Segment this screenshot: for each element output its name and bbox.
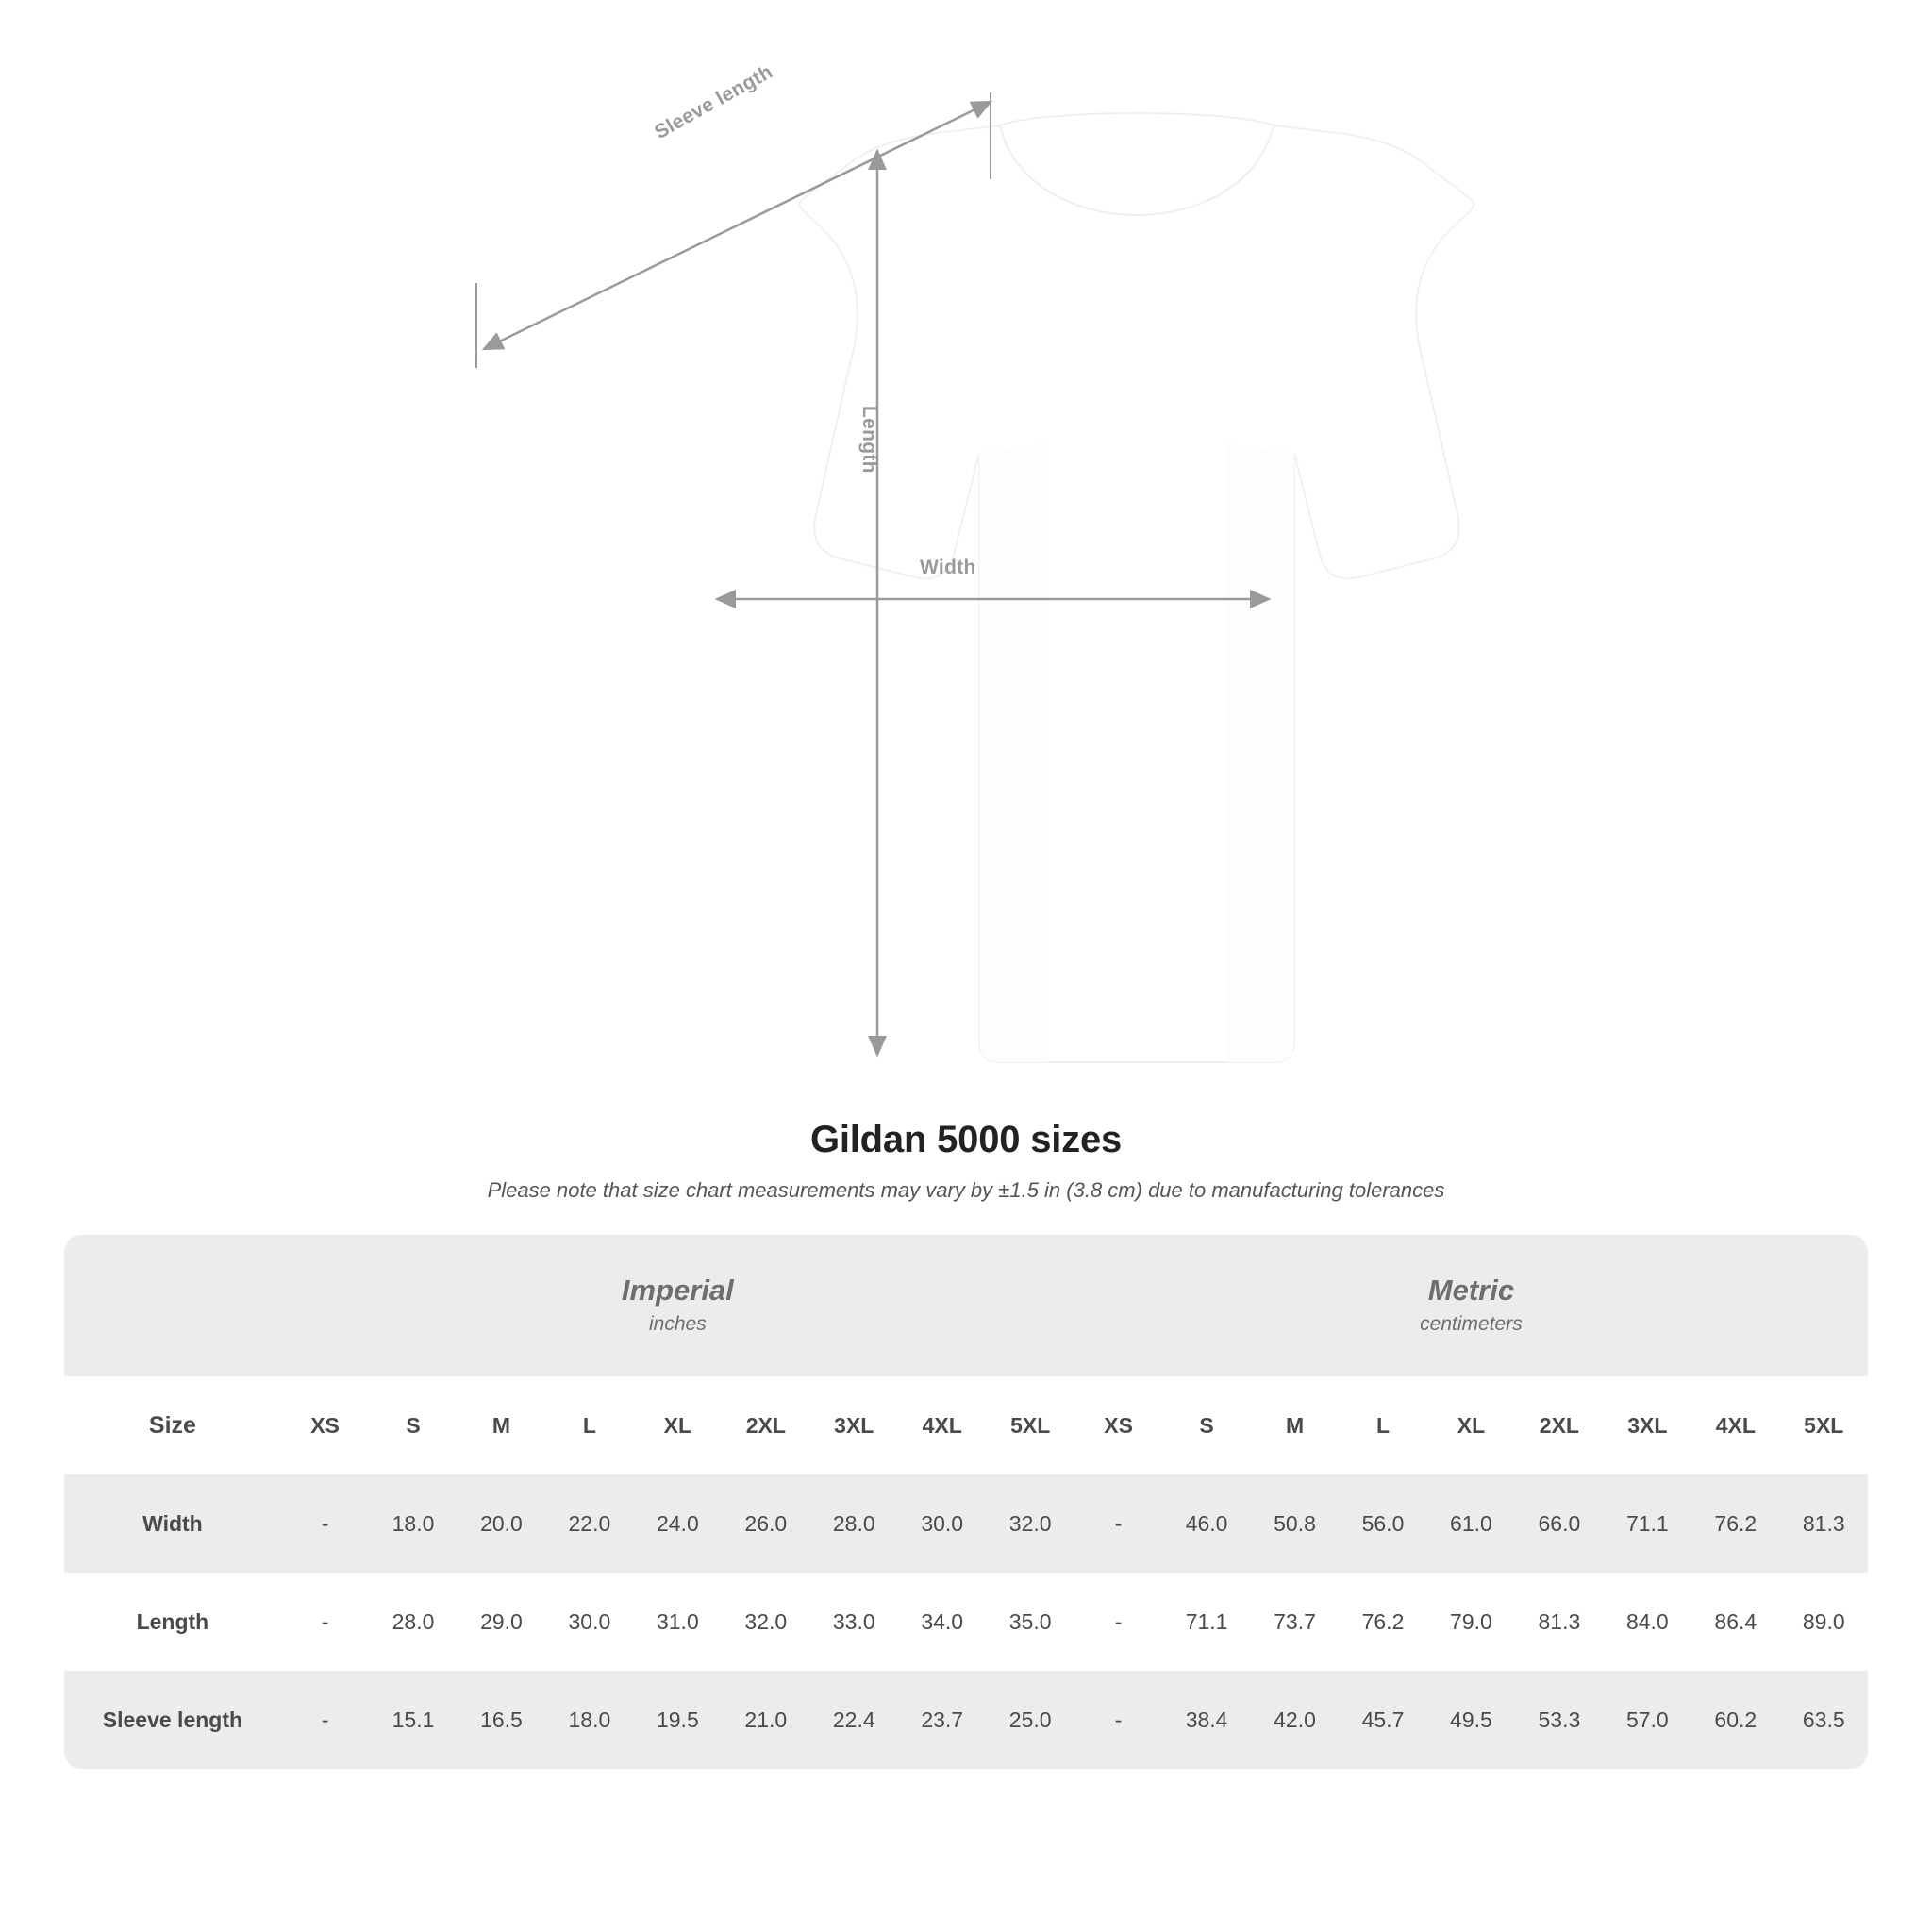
cell-width-metric-l: 56.0 bbox=[1339, 1474, 1426, 1573]
cell-length-metric-l: 76.2 bbox=[1339, 1573, 1426, 1671]
column-header-metric-m: M bbox=[1251, 1376, 1339, 1474]
cell-length-metric-2xl: 81.3 bbox=[1515, 1573, 1603, 1671]
page-title: Gildan 5000 sizes bbox=[809, 1119, 1123, 1160]
cell-sleeve-imperial-2xl: 21.0 bbox=[722, 1671, 809, 1769]
column-header-imperial-xl: XL bbox=[634, 1376, 722, 1474]
cell-length-imperial-l: 30.0 bbox=[545, 1573, 633, 1671]
cell-sleeve-imperial-l: 18.0 bbox=[545, 1671, 633, 1769]
cell-sleeve-imperial-xs: - bbox=[281, 1671, 369, 1769]
size-table-wrapper bbox=[64, 1235, 1868, 1769]
cell-length-metric-xs: - bbox=[1074, 1573, 1162, 1671]
cell-length-imperial-5xl: 35.0 bbox=[986, 1573, 1074, 1671]
cell-width-imperial-m: 20.0 bbox=[458, 1474, 545, 1573]
cell-width-imperial-5xl: 32.0 bbox=[986, 1474, 1074, 1573]
cell-sleeve-imperial-s: 15.1 bbox=[369, 1671, 457, 1769]
cell-width-imperial-xs: - bbox=[281, 1474, 369, 1573]
cell-sleeve-imperial-5xl: 25.0 bbox=[986, 1671, 1074, 1769]
cell-length-imperial-xl: 31.0 bbox=[634, 1573, 722, 1671]
unit-name-imperial: Imperial bbox=[621, 1273, 734, 1307]
cell-sleeve-metric-2xl: 53.3 bbox=[1515, 1671, 1603, 1769]
cell-sleeve-imperial-4xl: 23.7 bbox=[898, 1671, 986, 1769]
cell-sleeve-imperial-m: 16.5 bbox=[458, 1671, 545, 1769]
cell-width-imperial-2xl: 26.0 bbox=[722, 1474, 809, 1573]
unit-name-metric: Metric bbox=[1427, 1273, 1515, 1307]
unit-header-row bbox=[64, 1235, 1868, 1376]
cell-length-imperial-2xl: 32.0 bbox=[722, 1573, 809, 1671]
column-header-metric-s: S bbox=[1162, 1376, 1250, 1474]
column-header-imperial-5xl: 5XL bbox=[986, 1376, 1074, 1474]
cell-length-metric-5xl: 89.0 bbox=[1780, 1573, 1868, 1671]
cell-width-metric-xs: - bbox=[1074, 1474, 1162, 1573]
cell-sleeve-metric-xs: - bbox=[1074, 1671, 1162, 1769]
column-header-metric-l: L bbox=[1339, 1376, 1426, 1474]
column-header-metric-3xl: 3XL bbox=[1604, 1376, 1691, 1474]
cell-length-metric-3xl: 84.0 bbox=[1604, 1573, 1691, 1671]
tshirt-shape bbox=[800, 113, 1474, 1062]
cell-width-imperial-xl: 24.0 bbox=[634, 1474, 722, 1573]
title-block bbox=[0, 1119, 1932, 1203]
cell-sleeve-metric-m: 42.0 bbox=[1251, 1671, 1339, 1769]
column-header-metric-4xl: 4XL bbox=[1691, 1376, 1779, 1474]
cell-length-metric-m: 73.7 bbox=[1251, 1573, 1339, 1671]
cell-length-imperial-s: 28.0 bbox=[369, 1573, 457, 1671]
cell-length-imperial-xs: - bbox=[281, 1573, 369, 1671]
cell-length-imperial-m: 29.0 bbox=[458, 1573, 545, 1671]
unit-header-spacer bbox=[64, 1235, 281, 1376]
size-table bbox=[64, 1235, 1868, 1769]
cell-length-imperial-3xl: 33.0 bbox=[810, 1573, 898, 1671]
column-header-metric-2xl: 2XL bbox=[1515, 1376, 1603, 1474]
cell-length-imperial-4xl: 34.0 bbox=[898, 1573, 986, 1671]
cell-width-metric-3xl: 71.1 bbox=[1604, 1474, 1691, 1573]
column-header-imperial-2xl: 2XL bbox=[722, 1376, 809, 1474]
tolerance-note: Please note that size chart measurements may vary by ±1.5 in (3.8 cm) due to manufacturing tolerances bbox=[487, 1178, 1445, 1202]
cell-sleeve-metric-5xl: 63.5 bbox=[1780, 1671, 1868, 1769]
cell-sleeve-metric-xl: 49.5 bbox=[1427, 1671, 1515, 1769]
table-row bbox=[64, 1573, 1868, 1671]
length-label: Length bbox=[858, 406, 880, 474]
table-row bbox=[64, 1474, 1868, 1573]
column-header-metric-5xl: 5XL bbox=[1780, 1376, 1868, 1474]
column-header-metric-xl: XL bbox=[1427, 1376, 1515, 1474]
column-header-imperial-m: M bbox=[458, 1376, 545, 1474]
unit-sub-metric: centimeters bbox=[1420, 1312, 1523, 1335]
sleeve-length-label: Sleeve length bbox=[651, 60, 776, 144]
column-header-imperial-3xl: 3XL bbox=[810, 1376, 898, 1474]
unit-sub-imperial: inches bbox=[649, 1312, 707, 1335]
cell-width-imperial-l: 22.0 bbox=[545, 1474, 633, 1573]
row-label-width: Width bbox=[64, 1474, 281, 1573]
cell-sleeve-metric-3xl: 57.0 bbox=[1604, 1671, 1691, 1769]
table-row bbox=[64, 1671, 1868, 1769]
column-header-imperial-4xl: 4XL bbox=[898, 1376, 986, 1474]
cell-width-imperial-3xl: 28.0 bbox=[810, 1474, 898, 1573]
cell-width-metric-m: 50.8 bbox=[1251, 1474, 1339, 1573]
cell-width-metric-5xl: 81.3 bbox=[1780, 1474, 1868, 1573]
cell-sleeve-metric-l: 45.7 bbox=[1339, 1671, 1426, 1769]
unit-header-imperial bbox=[281, 1235, 1074, 1376]
cell-width-metric-2xl: 66.0 bbox=[1515, 1474, 1603, 1573]
cell-sleeve-imperial-xl: 19.5 bbox=[634, 1671, 722, 1769]
cell-length-metric-xl: 79.0 bbox=[1427, 1573, 1515, 1671]
row-label-sleeve-length: Sleeve length bbox=[64, 1671, 281, 1769]
row-label-length: Length bbox=[64, 1573, 281, 1671]
cell-length-metric-4xl: 86.4 bbox=[1691, 1573, 1779, 1671]
cell-sleeve-imperial-3xl: 22.4 bbox=[810, 1671, 898, 1769]
unit-header-metric bbox=[1074, 1235, 1868, 1376]
cell-width-metric-s: 46.0 bbox=[1162, 1474, 1250, 1573]
cell-width-imperial-s: 18.0 bbox=[369, 1474, 457, 1573]
cell-width-metric-xl: 61.0 bbox=[1427, 1474, 1515, 1573]
column-header-imperial-s: S bbox=[369, 1376, 457, 1474]
cell-sleeve-metric-s: 38.4 bbox=[1162, 1671, 1250, 1769]
size-header-row bbox=[64, 1376, 1868, 1474]
column-header-imperial-l: L bbox=[545, 1376, 633, 1474]
cell-width-imperial-4xl: 30.0 bbox=[898, 1474, 986, 1573]
column-header-metric-xs: XS bbox=[1074, 1376, 1162, 1474]
cell-sleeve-metric-4xl: 60.2 bbox=[1691, 1671, 1779, 1769]
size-header-label: Size bbox=[64, 1376, 281, 1474]
column-header-imperial-xs: XS bbox=[281, 1376, 369, 1474]
cell-width-metric-4xl: 76.2 bbox=[1691, 1474, 1779, 1573]
cell-length-metric-s: 71.1 bbox=[1162, 1573, 1250, 1671]
width-label: Width bbox=[920, 557, 976, 578]
